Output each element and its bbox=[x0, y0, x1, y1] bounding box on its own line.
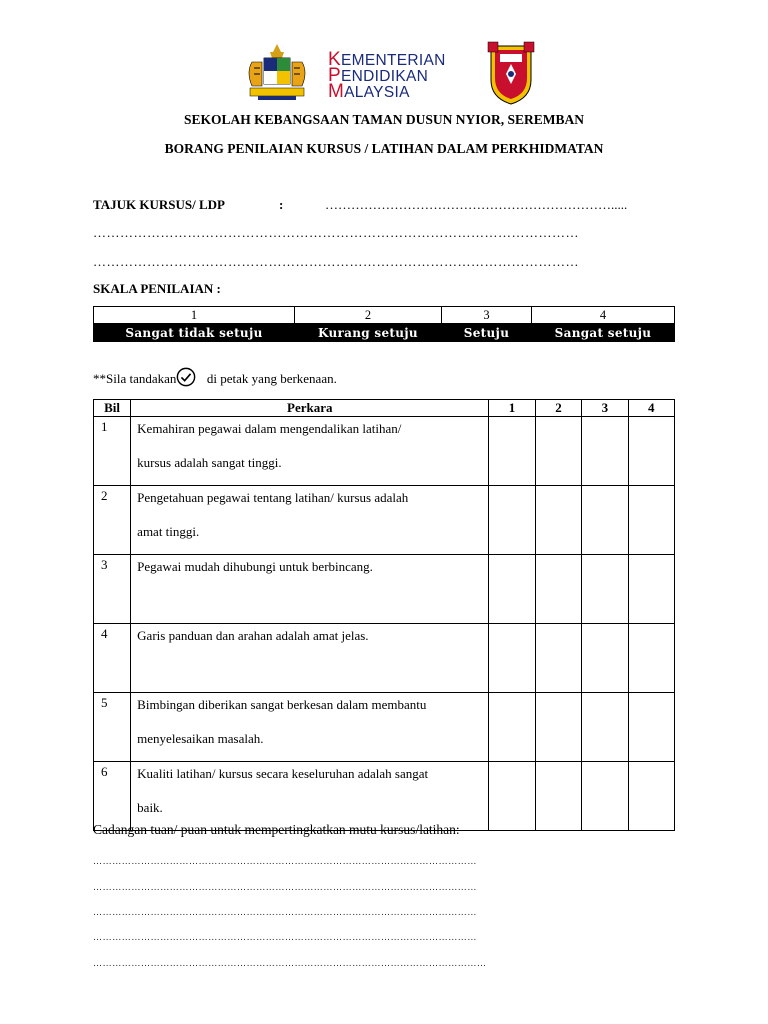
rating-box-2[interactable] bbox=[535, 624, 581, 693]
rating-box-4[interactable] bbox=[628, 486, 674, 555]
course-title-label: TAJUK KURSUS/ LDP bbox=[93, 197, 225, 212]
rating-box-4[interactable] bbox=[628, 417, 674, 486]
row-number: 3 bbox=[94, 555, 131, 624]
scale-number-1: 1 bbox=[94, 307, 295, 324]
table-row bbox=[94, 417, 675, 486]
rating-box-1[interactable] bbox=[489, 555, 535, 624]
row-statement bbox=[131, 555, 489, 624]
row-number: 6 bbox=[94, 762, 131, 831]
row-statement-line2: amat tinggi. bbox=[137, 524, 200, 539]
rating-box-1[interactable] bbox=[489, 693, 535, 762]
course-title-field[interactable]: …………………………………………………………..... bbox=[325, 197, 628, 212]
rating-box-1[interactable] bbox=[489, 486, 535, 555]
suggestion-line-3[interactable]: ………………………………………………………………………………………………………… bbox=[93, 907, 477, 917]
header-2: 2 bbox=[535, 400, 581, 417]
scale-labels-row bbox=[94, 324, 675, 342]
rating-box-1[interactable] bbox=[489, 417, 535, 486]
rating-box-4[interactable] bbox=[628, 555, 674, 624]
row-statement-line1: Garis panduan dan arahan adalah amat jelas. bbox=[137, 628, 369, 643]
table-row bbox=[94, 555, 675, 624]
school-crest-icon bbox=[486, 40, 536, 106]
row-statement bbox=[131, 624, 489, 693]
row-statement-line2: menyelesaikan masalah. bbox=[137, 731, 264, 746]
row-statement-line1: Pegawai mudah dihubungi untuk berbincang. bbox=[137, 559, 373, 574]
rating-box-2[interactable] bbox=[535, 693, 581, 762]
course-title-line3[interactable]: ……………………………………………………………………………………………… bbox=[93, 254, 579, 269]
scale-label-4: Sangat setuju bbox=[532, 324, 675, 342]
instruction-before: **Sila tandakan bbox=[93, 370, 177, 386]
row-statement bbox=[131, 417, 489, 486]
rating-box-3[interactable] bbox=[582, 624, 628, 693]
suggestion-line-1[interactable]: ………………………………………………………………………………………………………… bbox=[93, 856, 477, 866]
row-statement-line1: Bimbingan diberikan sangat berkesan dalam membantu bbox=[137, 697, 427, 712]
rating-box-3[interactable] bbox=[582, 762, 628, 831]
row-statement bbox=[131, 693, 489, 762]
course-title-colon: : bbox=[279, 197, 284, 212]
scale-label-1: Sangat tidak setuju bbox=[94, 324, 295, 342]
header-logos bbox=[244, 40, 534, 110]
rating-box-2[interactable] bbox=[535, 417, 581, 486]
row-statement-line2: baik. bbox=[137, 800, 163, 815]
row-statement-line1: Kemahiran pegawai dalam mengendalikan latihan/ bbox=[137, 421, 402, 436]
row-statement bbox=[131, 762, 489, 831]
form-title: BORANG PENILAIAN KURSUS / LATIHAN DALAM PERKHIDMATAN bbox=[164, 141, 604, 156]
check-mark-icon bbox=[176, 367, 196, 387]
rating-box-2[interactable] bbox=[535, 762, 581, 831]
rating-box-2[interactable] bbox=[535, 486, 581, 555]
row-statement-line2 bbox=[137, 646, 482, 660]
course-title-line2[interactable]: ……………………………………………………………………………………………… bbox=[93, 225, 579, 240]
instruction-after: di petak yang berkenaan. bbox=[206, 370, 337, 386]
rating-box-3[interactable] bbox=[582, 486, 628, 555]
row-statement-line2: kursus adalah sangat tinggi. bbox=[137, 455, 282, 470]
rating-box-3[interactable] bbox=[582, 417, 628, 486]
header-bil: Bil bbox=[94, 400, 131, 417]
row-number: 5 bbox=[94, 693, 131, 762]
row-number: 4 bbox=[94, 624, 131, 693]
scale-number-4: 4 bbox=[532, 307, 675, 324]
row-number: 2 bbox=[94, 486, 131, 555]
suggestion-line-4[interactable]: ………………………………………………………………………………………………………… bbox=[93, 932, 477, 942]
scale-number-2: 2 bbox=[295, 307, 442, 324]
rating-box-3[interactable] bbox=[582, 693, 628, 762]
rating-box-4[interactable] bbox=[628, 762, 674, 831]
scale-number-3: 3 bbox=[442, 307, 532, 324]
rating-box-1[interactable] bbox=[489, 624, 535, 693]
table-row bbox=[94, 486, 675, 555]
rating-box-3[interactable] bbox=[582, 555, 628, 624]
row-statement-line1: Pengetahuan pegawai tentang latihan/ kursus adalah bbox=[137, 490, 409, 505]
rating-box-2[interactable] bbox=[535, 555, 581, 624]
ministry-line2: PENDIDIKAN bbox=[328, 65, 429, 86]
row-number: 1 bbox=[94, 417, 131, 486]
header-4: 4 bbox=[628, 400, 674, 417]
ministry-line1: KEMENTERIAN bbox=[328, 49, 446, 70]
school-name: SEKOLAH KEBANGSAAN TAMAN DUSUN NYIOR, SEREMBAN bbox=[183, 112, 585, 127]
scale-label-3: Setuju bbox=[442, 324, 532, 342]
scale-table bbox=[93, 306, 675, 342]
ministry-wordmark bbox=[328, 49, 446, 102]
instruction bbox=[93, 370, 337, 390]
header-perkara: Perkara bbox=[131, 400, 489, 417]
scale-label: SKALA PENILAIAN : bbox=[93, 281, 221, 296]
row-statement-line2 bbox=[137, 577, 482, 591]
scale-label-2: Kurang setuju bbox=[295, 324, 442, 342]
evaluation-table bbox=[93, 399, 675, 831]
rating-box-4[interactable] bbox=[628, 693, 674, 762]
header-1: 1 bbox=[489, 400, 535, 417]
scale-numbers-row bbox=[94, 307, 675, 324]
table-row bbox=[94, 693, 675, 762]
suggestion-line-2[interactable]: ………………………………………………………………………………………………………… bbox=[93, 882, 477, 892]
suggestion-line-5[interactable]: …………………………………………………………………………………………………………… bbox=[93, 958, 487, 968]
evaluation-header-row bbox=[94, 400, 675, 417]
rating-box-4[interactable] bbox=[628, 624, 674, 693]
table-row bbox=[94, 624, 675, 693]
row-statement bbox=[131, 486, 489, 555]
malaysia-coat-of-arms-icon bbox=[244, 42, 310, 104]
ministry-line3: MALAYSIA bbox=[328, 81, 410, 102]
row-statement-line1: Kualiti latihan/ kursus secara keseluruhan adalah sangat bbox=[137, 766, 429, 781]
table-row bbox=[94, 762, 675, 831]
rating-box-1[interactable] bbox=[489, 762, 535, 831]
header-3: 3 bbox=[582, 400, 628, 417]
suggestion-label: Cadangan tuan/ puan untuk mempertingkatkan mutu kursus/latihan: bbox=[93, 822, 460, 837]
